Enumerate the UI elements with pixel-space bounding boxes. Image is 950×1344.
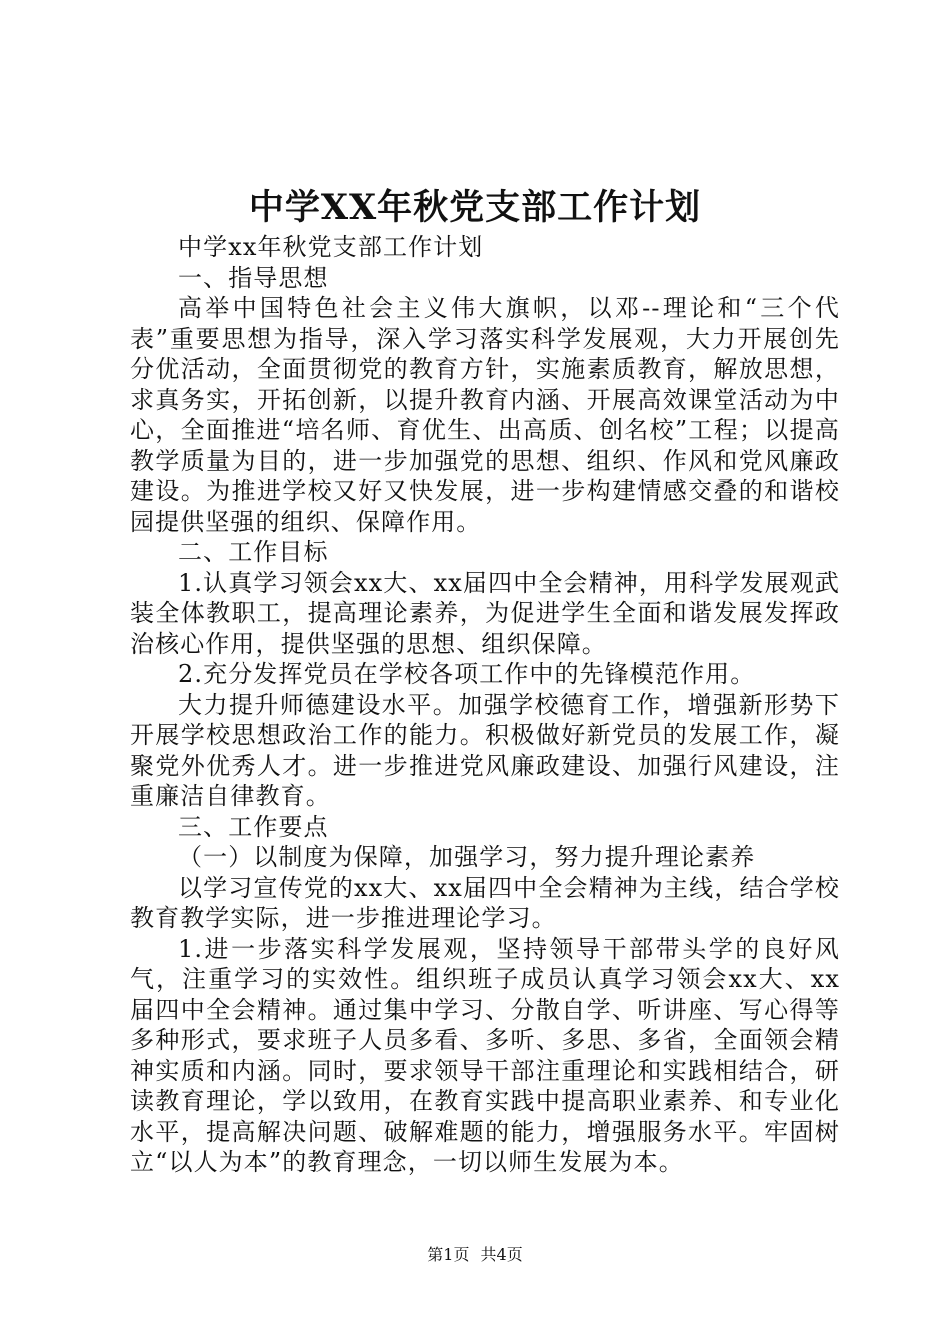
paragraph: 中学xx年秋党支部工作计划 — [178, 233, 484, 261]
page-number: 第1页 — [427, 1245, 470, 1264]
section-heading: 一、指导思想 — [178, 263, 329, 292]
page-total: 共4页 — [480, 1245, 523, 1264]
paragraph: 大力提升师德建设水平。加强学校德育工作，增强新形势下开展学校思想政治工作的能力。积极做好新党员的发展工作，凝聚党外优秀人才。进一步推进党风廉政建设、加强行风建设，注重廉洁自律教育。 — [130, 690, 840, 810]
document-title: 中学XX年秋党支部工作计划 — [248, 187, 702, 228]
paragraph: 1.认真学习领会xx大、xx届四中全会精神，用科学发展观武装全体教职工，提高理论素养，为促进学生全面和谐发展发挥政治核心作用，提供坚强的思想、组织保障。 — [130, 568, 840, 658]
section-heading: 三、工作要点 — [178, 812, 329, 841]
page-footer — [0, 1244, 950, 1266]
paragraph: 高举中国特色社会主义伟大旗帜，以邓--理论和“三个代表”重要思想为指导，深入学习落实科学发展观，大力开展创先分优活动，全面贯彻党的教育方针，实施素质教育，解放思想，求真务实，开拓创新，以提升教育内涵、开展高效课堂活动为中心，全面推进“培名师、育优生、出高质、创名校”工程；以提高教学质量为目的，进一步加强党的思想、组织、作风和党风廉政建设。为推进学校又好又快发展，进一步构建情感交叠的和谐校园提供坚强的组织、保障作用。 — [130, 294, 840, 536]
section-heading: 二、工作目标 — [178, 538, 329, 566]
paragraph: 以学习宣传党的xx大、xx届四中全会精神为主线，结合学校教育教学实际，进一步推进理论学习。 — [130, 873, 840, 932]
paragraph: 2.充分发挥党员在学校各项工作中的先锋模范作用。 — [178, 660, 756, 688]
subsection-heading: （一）以制度为保障，加强学习，努力提升理论素养 — [178, 843, 756, 871]
document-body — [130, 232, 840, 1178]
paragraph: 1.进一步落实科学发展观，坚持领导干部带头学的良好风气，注重学习的实效性。组织班子成员认真学习领会xx大、xx届四中全会精神。通过集中学习、分散自学、听讲座、写心得等多种形式，要求班子人员多看、多听、多思、多省，全面领会精神实质和内涵。同时，要求领导干部注重理论和实践相结合，研读教育理论，学以致用，在教育实践中提高职业素养、和专业化水平，提高解决问题、破解难题的能力，增强服务水平。牢固树立“以人为本”的教育理念，一切以师生发展为本。 — [130, 934, 840, 1176]
